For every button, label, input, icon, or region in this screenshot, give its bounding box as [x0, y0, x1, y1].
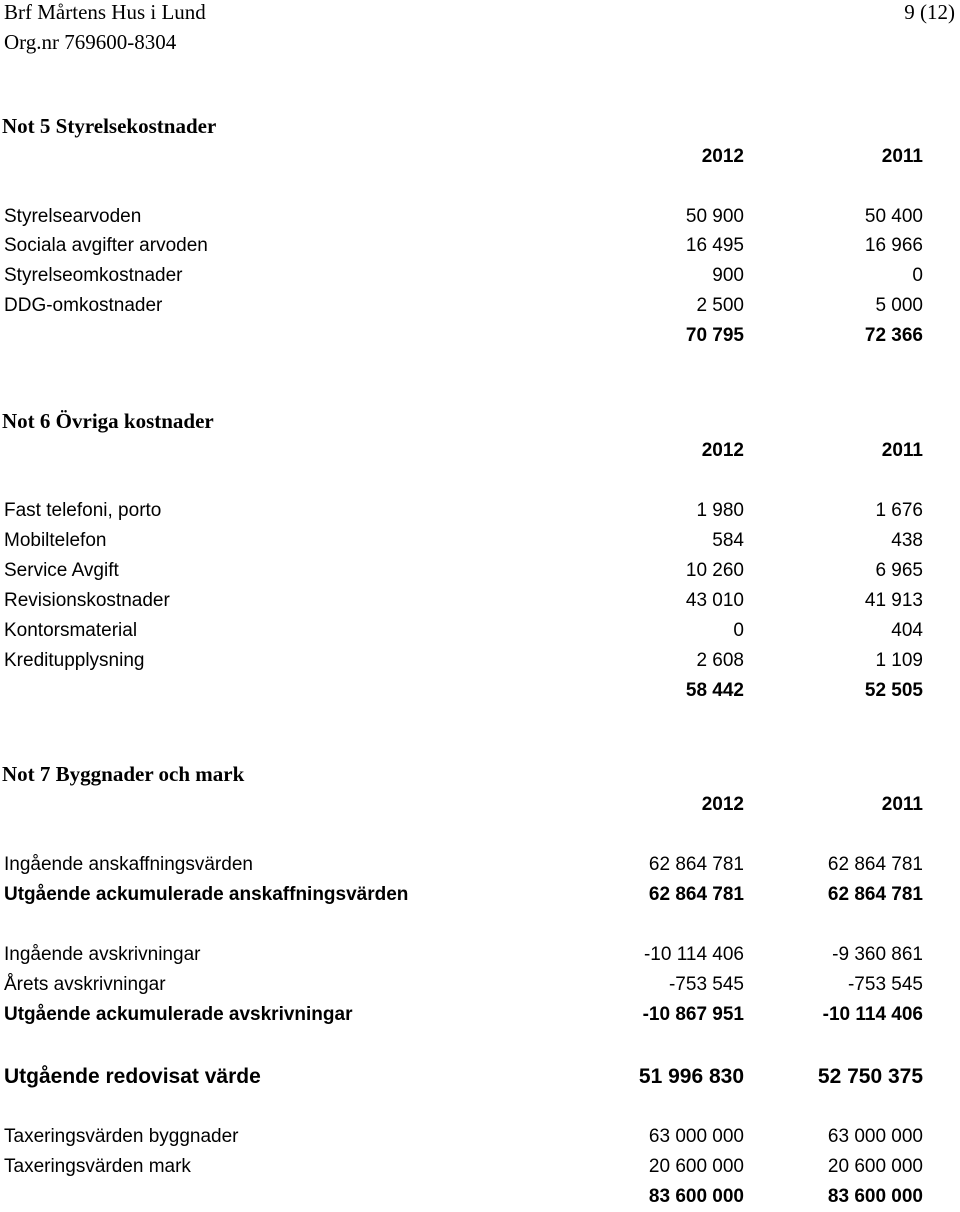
note6-total-row — [0, 676, 960, 706]
table-row — [0, 496, 960, 526]
row-value-2011: 1 676 — [875, 500, 923, 521]
note5-year1: 2012 — [701, 146, 744, 167]
row-value-2011: -9 360 861 — [832, 944, 923, 965]
row-value-2012: 10 260 — [685, 560, 744, 581]
row-value-2012: -753 545 — [668, 974, 744, 995]
table-row — [0, 970, 960, 1000]
table-row — [0, 1122, 960, 1152]
row-value-2012: 584 — [712, 530, 744, 551]
note7-year-header — [0, 790, 960, 820]
row-value-2012: 0 — [733, 620, 744, 641]
row-label: Årets avskrivningar — [4, 974, 166, 995]
row-value-2011: 6 965 — [875, 560, 923, 581]
note7-year2: 2011 — [881, 794, 923, 815]
total-2011: 72 366 — [864, 325, 923, 346]
org-number-line — [0, 27, 960, 57]
row-value-2012: 16 495 — [685, 235, 744, 256]
row-value-2011: 62 864 781 — [827, 854, 923, 875]
total-2011: 83 600 000 — [827, 1186, 923, 1207]
row-value-2011: 438 — [891, 530, 923, 551]
row-label: DDG-omkostnader — [4, 295, 163, 316]
row-value-2011: 5 000 — [875, 295, 923, 316]
row-value-2012: 63 000 000 — [648, 1126, 744, 1147]
page-header — [0, 0, 960, 27]
row-value-2012: 900 — [712, 265, 744, 286]
row-value-2012: -10 867 951 — [642, 1004, 744, 1025]
total-2012: 70 795 — [685, 325, 744, 346]
table-row — [0, 646, 960, 676]
table-row — [0, 261, 960, 291]
row-value-2012: 43 010 — [685, 590, 744, 611]
table-row — [0, 850, 960, 880]
row-value-2011: -753 545 — [847, 974, 923, 995]
row-label: Styrelseomkostnader — [4, 265, 183, 286]
row-label: Utgående redovisat värde — [4, 1065, 261, 1088]
row-value-2011: -10 114 406 — [822, 1004, 923, 1025]
note7-title: Not 7 Byggnader och mark — [2, 762, 245, 786]
table-row — [0, 1000, 960, 1030]
row-label: Utgående ackumulerade avskrivningar — [4, 1004, 353, 1025]
row-value-2011: 1 109 — [875, 650, 923, 671]
note5-year-header — [0, 142, 960, 172]
row-label: Taxeringsvärden byggnader — [4, 1126, 239, 1147]
table-row — [0, 586, 960, 616]
row-value-2011: 41 913 — [864, 590, 923, 611]
row-value-2011: 50 400 — [864, 206, 923, 227]
row-label: Ingående anskaffningsvärden — [4, 854, 253, 875]
page-number: 9 (12) — [904, 0, 955, 24]
row-value-2011: 52 750 375 — [817, 1065, 923, 1088]
row-label: Styrelsearvoden — [4, 206, 142, 227]
row-value-2011: 62 864 781 — [827, 884, 923, 905]
row-value-2012: 1 980 — [696, 500, 744, 521]
row-value-2011: 63 000 000 — [827, 1126, 923, 1147]
note7-title-line — [0, 759, 960, 789]
table-row — [0, 1062, 960, 1092]
org-number: Org.nr 769600-8304 — [4, 30, 177, 54]
association-name: Brf Mårtens Hus i Lund — [4, 0, 206, 24]
row-value-2011: 16 966 — [864, 235, 923, 256]
row-label: Kontorsmaterial — [4, 620, 138, 641]
row-label: Ingående avskrivningar — [4, 944, 201, 965]
table-row — [0, 231, 960, 261]
table-row — [0, 1152, 960, 1182]
row-value-2011: 0 — [912, 265, 923, 286]
row-value-2012: 20 600 000 — [648, 1156, 744, 1177]
note6-year1: 2012 — [701, 440, 744, 461]
table-row — [0, 291, 960, 321]
row-value-2012: 2 500 — [696, 295, 744, 316]
total-2012: 83 600 000 — [648, 1186, 744, 1207]
note5-title: Not 5 Styrelsekostnader — [2, 114, 217, 138]
note6-year2: 2011 — [881, 440, 923, 461]
row-value-2011: 20 600 000 — [827, 1156, 923, 1177]
note5-title-line — [0, 111, 960, 141]
total-2012: 58 442 — [685, 680, 744, 701]
note6-title-line — [0, 406, 960, 436]
row-value-2012: -10 114 406 — [643, 944, 744, 965]
table-row — [0, 880, 960, 910]
note5-total-row — [0, 321, 960, 351]
table-row — [0, 556, 960, 586]
row-label: Fast telefoni, porto — [4, 500, 162, 521]
row-value-2012: 62 864 781 — [648, 854, 744, 875]
row-label: Service Avgift — [4, 560, 119, 581]
note7-year1: 2012 — [701, 794, 744, 815]
table-row — [0, 526, 960, 556]
row-label: Kreditupplysning — [4, 650, 145, 671]
row-value-2012: 50 900 — [685, 206, 744, 227]
row-label: Taxeringsvärden mark — [4, 1156, 191, 1177]
table-row — [0, 202, 960, 232]
row-label: Mobiltelefon — [4, 530, 107, 551]
table-row — [0, 940, 960, 970]
row-label: Sociala avgifter arvoden — [4, 235, 208, 256]
row-value-2012: 2 608 — [696, 650, 744, 671]
row-value-2012: 62 864 781 — [648, 884, 744, 905]
note6-title: Not 6 Övriga kostnader — [2, 409, 214, 433]
note7-tax-total-row — [0, 1182, 960, 1212]
row-label: Revisionskostnader — [4, 590, 170, 611]
total-2011: 52 505 — [864, 680, 923, 701]
note5-year2: 2011 — [881, 146, 923, 167]
row-value-2011: 404 — [891, 620, 923, 641]
note6-year-header — [0, 436, 960, 466]
row-label: Utgående ackumulerade anskaffningsvärden — [4, 884, 409, 905]
row-value-2012: 51 996 830 — [638, 1065, 744, 1088]
table-row — [0, 616, 960, 646]
